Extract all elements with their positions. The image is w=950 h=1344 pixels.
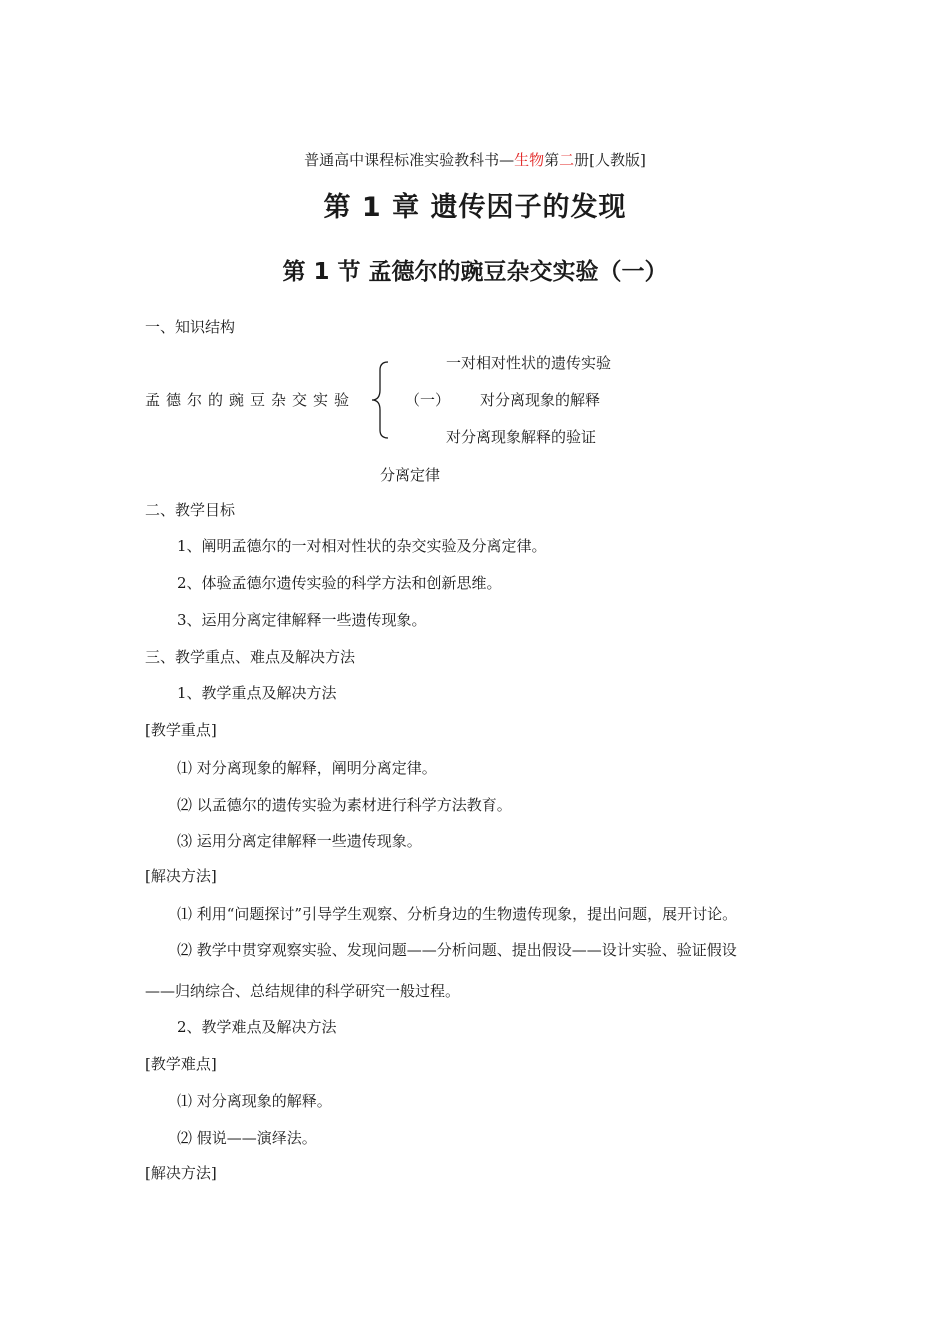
focus-heading: 三、教学重点、难点及解决方法: [145, 648, 356, 666]
difficulty-label: [教学难点]: [145, 1055, 217, 1073]
key-point-1: ⑴ 对分离现象的解释，阐明分离定律。: [177, 759, 437, 777]
key-point-2: ⑵ 以孟德尔的遗传实验为素材进行科学方法教育。: [177, 796, 512, 814]
difficulty-item-1: ⑴ 对分离现象的解释。: [177, 1092, 332, 1110]
book-subtitle: [0, 150, 950, 170]
goal-item-3: 3、运用分离定律解释一些遗传现象。: [177, 611, 427, 629]
knowledge-extra: 分离定律: [380, 466, 441, 484]
method-label: [解决方法]: [145, 867, 217, 885]
focus-sub2: 2、教学难点及解决方法: [177, 1018, 337, 1036]
knowledge-branch-1: 一对相对性状的遗传实验: [446, 354, 612, 372]
method-item-2-continued: ——归纳综合、总结规律的科学研究一般过程。: [145, 982, 461, 1000]
goal-item-1: 1、阐明孟德尔的一对相对性状的杂交实验及分离定律。: [177, 537, 547, 555]
subtitle-subject: 生物: [514, 151, 545, 169]
key-points-label: [教学重点]: [145, 721, 217, 739]
difficulty-item-2: ⑵ 假说——演绎法。: [177, 1129, 317, 1147]
section-title: 第 1 节 孟德尔的豌豆杂交实验（一）: [282, 259, 668, 285]
subtitle-volume: 二: [559, 151, 575, 169]
curly-brace-icon: [368, 360, 392, 440]
focus-sub1: 1、教学重点及解决方法: [177, 684, 337, 702]
knowledge-root-suffix: （一）: [405, 391, 451, 409]
chapter-title: 第 1 章 遗传因子的发现: [323, 192, 627, 223]
knowledge-heading: 一、知识结构: [145, 318, 236, 336]
knowledge-branch-2: 对分离现象的解释: [480, 391, 601, 409]
method-label-2: [解决方法]: [145, 1164, 217, 1182]
subtitle-part2: 第: [544, 151, 560, 169]
method-item-2: ⑵ 教学中贯穿观察实验、发现问题——分析问题、提出假设——设计实验、验证假设: [177, 941, 737, 959]
knowledge-branch-3: 对分离现象解释的验证: [446, 428, 597, 446]
subtitle-part1: 普通高中课程标准实验教科书—: [304, 151, 515, 169]
method-item-1: ⑴ 利用“问题探讨”引导学生观察、分析身边的生物遗传现象，提出问题，展开讨论。: [177, 905, 738, 923]
subtitle-part3: 册[人教版]: [574, 151, 646, 169]
goal-item-2: 2、体验孟德尔遗传实验的科学方法和创新思维。: [177, 574, 502, 592]
knowledge-root: 孟德尔的豌豆杂交实验: [145, 391, 356, 409]
goals-heading: 二、教学目标: [145, 501, 236, 519]
key-point-3: ⑶ 运用分离定律解释一些遗传现象。: [177, 832, 422, 850]
